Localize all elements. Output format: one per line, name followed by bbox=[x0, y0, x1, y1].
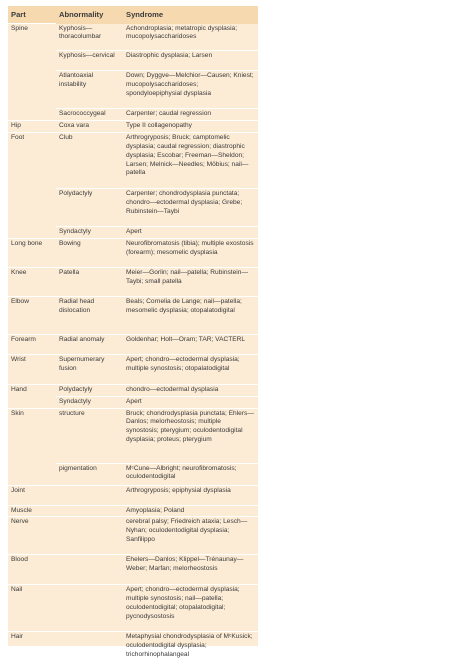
part-cell: Hand bbox=[8, 384, 56, 408]
part-cell: Hair bbox=[8, 632, 56, 670]
table-row bbox=[8, 354, 258, 384]
part-cell: Wrist bbox=[8, 354, 56, 384]
table-row bbox=[8, 296, 258, 334]
table-row bbox=[8, 24, 258, 51]
header-part: Part bbox=[8, 6, 56, 24]
abnormality-cell: Polydactyly bbox=[56, 384, 123, 396]
table-row bbox=[8, 585, 258, 632]
syndrome-cell: Metaphysial chondrodysplasia of MᶜKusick; oculodentodigital dysplasia; trichorhinophalangeal bbox=[123, 632, 258, 670]
abnormality-cell: Bowing bbox=[56, 238, 123, 267]
syndrome-cell: Arthrogryposis; Bruck; camptomelic dysplasia; caudal regression; diastrophic dysplasia; Escobar; Freeman—Sheldon; Larsen; Melnick—Needles; Möbius; nail—patella bbox=[123, 132, 258, 188]
syndrome-cell: Meier—Gorlin; nail—patella; Rubinstein—Taybi; small patella bbox=[123, 267, 258, 296]
syndrome-cell: Ehelers—Danlos; Klippel—Trénaunay—Weber; Marfan; melorheostosis bbox=[123, 555, 258, 585]
syndrome-cell: Arthrogryposis; epiphysial dysplasia bbox=[123, 485, 258, 505]
table-row bbox=[8, 505, 258, 517]
part-cell: Hip bbox=[8, 120, 56, 132]
abnormality-cell: Club bbox=[56, 132, 123, 188]
table-row bbox=[8, 517, 258, 555]
table-row bbox=[8, 120, 258, 132]
abnormality-cell: Syndactyly bbox=[56, 226, 123, 238]
syndrome-cell: Goldenhar; Holt—Oram; TAR; VACTERL bbox=[123, 334, 258, 354]
table-row bbox=[8, 238, 258, 267]
syndrome-cell: Beals; Cornelia de Lange; nail—patella; mesomelic dysplasia; otopalatodigital bbox=[123, 296, 258, 334]
abnormality-cell: Radial head dislocation bbox=[56, 296, 123, 334]
abnormality-cell bbox=[56, 517, 123, 555]
table-row bbox=[8, 632, 258, 670]
abnormality-cell: Kyphosis—cervical bbox=[56, 51, 123, 71]
part-cell: Forearm bbox=[8, 334, 56, 354]
syndrome-cell: Carpenter; caudal regression bbox=[123, 109, 258, 121]
syndrome-cell: Carpenter; chondrodysplasia punctata; chondro—ectodermal dysplasia; Grebe; Rubinstein—Taybi bbox=[123, 188, 258, 226]
syndrome-cell: chondro—ectodermal dysplasia bbox=[123, 384, 258, 396]
table-row bbox=[8, 485, 258, 505]
part-cell: Nerve bbox=[8, 517, 56, 555]
abnormality-cell: Syndactyly bbox=[56, 396, 123, 408]
table-row bbox=[8, 132, 258, 188]
abnormality-cell bbox=[56, 505, 123, 517]
syndrome-cell: Amyoplasia; Poland bbox=[123, 505, 258, 517]
table-body bbox=[8, 24, 258, 670]
abnormality-cell bbox=[56, 485, 123, 505]
syndrome-cell: Type II collagenopathy bbox=[123, 120, 258, 132]
table-row bbox=[8, 555, 258, 585]
abnormality-cell: Atlantoaxial instability bbox=[56, 71, 123, 109]
table-header-row bbox=[8, 6, 258, 24]
part-cell: Joint bbox=[8, 485, 56, 505]
part-cell: Blood bbox=[8, 555, 56, 585]
abnormality-cell: Sacrococcygeal bbox=[56, 109, 123, 121]
part-cell: Knee bbox=[8, 267, 56, 296]
syndrome-cell: Apert bbox=[123, 396, 258, 408]
syndrome-table-container bbox=[8, 6, 258, 659]
abnormality-cell: Kyphosis—thoracolumbar bbox=[56, 24, 123, 51]
syndrome-cell: Diastrophic dysplasia; Larsen bbox=[123, 51, 258, 71]
table-row bbox=[8, 408, 258, 463]
part-cell: Spine bbox=[8, 24, 56, 121]
abnormality-cell: pigmentation bbox=[56, 463, 123, 485]
syndrome-cell: Apert bbox=[123, 226, 258, 238]
abnormality-cell bbox=[56, 585, 123, 632]
syndrome-table bbox=[8, 6, 258, 670]
part-cell: Nail bbox=[8, 585, 56, 632]
syndrome-cell: Down; Dyggve—Melchior—Causen; Kniest; mucopolysaccharidoses; spondyloepiphysial dysplasia bbox=[123, 71, 258, 109]
part-cell: Muscle bbox=[8, 505, 56, 517]
syndrome-cell: Bruck; chondrodysplasia punctata; Ehlers—Danlos; melorheostosis; multiple synostosis; pterygium; oculodentodigital dysplasia; proteus; pterygium bbox=[123, 408, 258, 463]
syndrome-cell: Neurofibromatosis (tibia); multiple exostosis (forearm); mesomelic dysplasia bbox=[123, 238, 258, 267]
table-row bbox=[8, 384, 258, 396]
syndrome-cell: Apert; chondro—ectodermal dysplasia; multiple synostosis; nail—patella; oculodentodigital; otopalatodigital; pycnodysostosis bbox=[123, 585, 258, 632]
abnormality-cell bbox=[56, 555, 123, 585]
syndrome-cell: cerebral palsy; Friedreich ataxia; Lesch—Nyhan; oculodentodigital dysplasia; Sanfilippo bbox=[123, 517, 258, 555]
part-cell: Elbow bbox=[8, 296, 56, 334]
abnormality-cell: Supernumerary fusion bbox=[56, 354, 123, 384]
abnormality-cell: Polydactyly bbox=[56, 188, 123, 226]
abnormality-cell: structure bbox=[56, 408, 123, 463]
header-abnormality: Abnormality bbox=[56, 6, 123, 24]
abnormality-cell: Coxa vara bbox=[56, 120, 123, 132]
header-syndrome: Syndrome bbox=[123, 6, 258, 24]
abnormality-cell: Patella bbox=[56, 267, 123, 296]
part-cell: Foot bbox=[8, 132, 56, 238]
abnormality-cell: Radial anomaly bbox=[56, 334, 123, 354]
syndrome-cell: MᶜCune—Albright; neurofibromatosis; oculodentodigital bbox=[123, 463, 258, 485]
table-row bbox=[8, 267, 258, 296]
table-row bbox=[8, 334, 258, 354]
syndrome-cell: Achondroplasia; metatropic dysplasia; mucopolysaccharidoses bbox=[123, 24, 258, 51]
syndrome-cell: Apert; chondro—ectodermal dysplasia; multiple synostosis; otopalatodigital bbox=[123, 354, 258, 384]
part-cell: Skin bbox=[8, 408, 56, 485]
abnormality-cell bbox=[56, 632, 123, 670]
part-cell: Long bone bbox=[8, 238, 56, 267]
